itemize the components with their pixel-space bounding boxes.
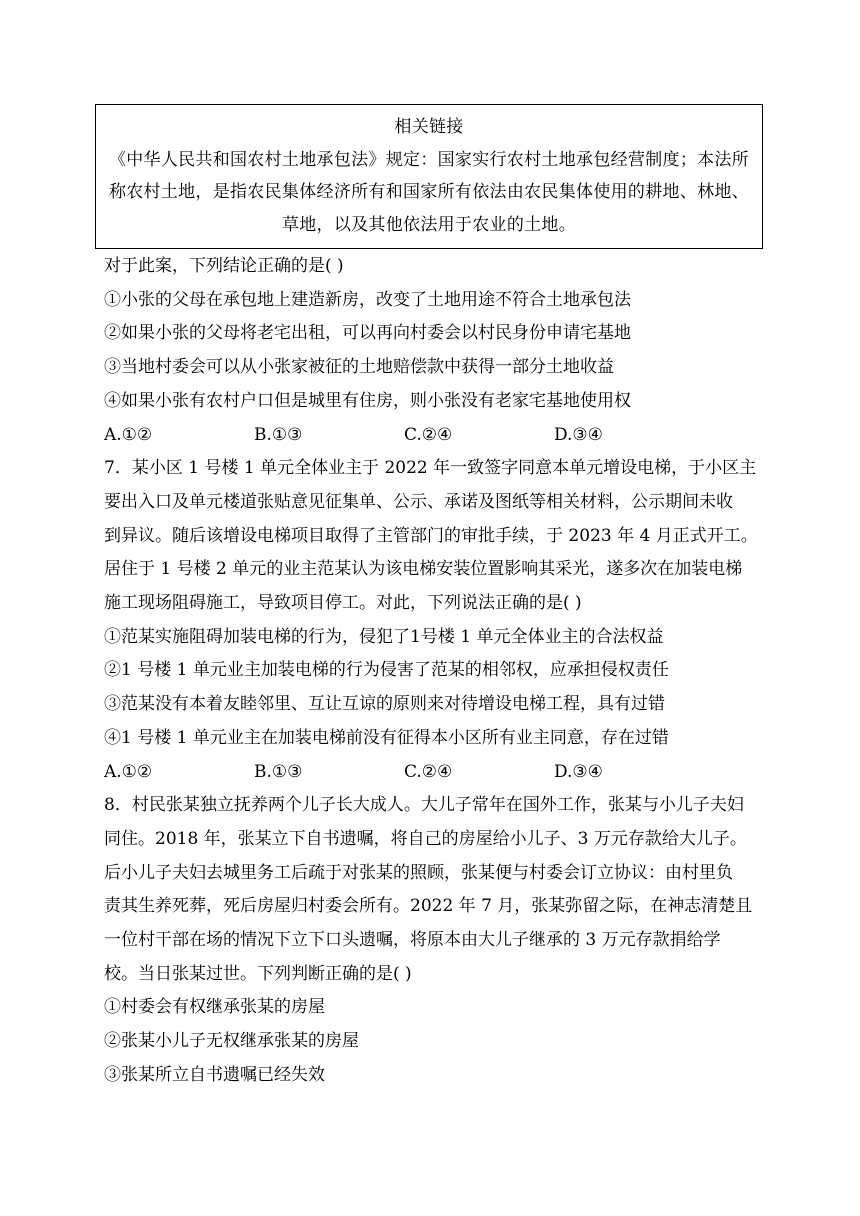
q8-item: ②张某小儿子无权继承张某的房屋	[104, 1031, 359, 1052]
q8-stem-line: 同住。2018 年，张某立下自书遗嘱，将自己的房屋给小儿子、3 万元存款给大儿子。	[104, 828, 747, 849]
q6-item: ①小张的父母在承包地上建造新房，改变了土地用途不符合土地承包法	[104, 289, 631, 310]
related-link-line: 《中华人民共和国农村土地承包法》规定：国家实行农村土地承包经营制度；本法所	[108, 149, 750, 170]
q6-stem: 对于此案，下列结论正确的是( )	[104, 256, 344, 276]
q7-option-d: D.③④	[554, 761, 603, 782]
q8-stem-line: 后小儿子夫妇去城里务工后疏于对张某的照顾，张某便与村委会订立协议：由村里负	[104, 862, 733, 883]
q8-item: ③张某所立自书遗嘱已经失效	[104, 1064, 325, 1085]
question-body	[104, 250, 764, 1093]
q8-stem-line: 责其生养死葬，死后房屋归村委会所有。2022 年 7 月，张某弥留之际，在神志清楚且	[104, 896, 753, 917]
q6-option-b: B.①③	[254, 424, 303, 445]
q6-option-a: A.①②	[104, 424, 153, 445]
q7-item: ④1 号楼 1 单元业主在加装电梯前没有征得本小区所有业主同意，存在过错	[104, 727, 669, 748]
q6-option-d: D.③④	[554, 424, 603, 445]
q7-stem-line: 7．某小区 1 号楼 1 单元全体业主于 2022 年一致签字同意本单元增设电梯，于小区主	[104, 458, 757, 479]
q8-item: ①村委会有权继承张某的房屋	[104, 997, 325, 1018]
related-link-title: 相关链接	[394, 117, 464, 137]
q6-item: ③当地村委会可以从小张家被征的土地赔偿款中获得一部分土地收益	[104, 357, 614, 378]
q7-option-b: B.①③	[254, 761, 303, 782]
related-link-line: 草地，以及其他依法用于农业的土地。	[281, 214, 577, 235]
related-link-line: 称农村土地，是指农民集体经济所有和国家所有依法由农民集体使用的耕地、林地、	[108, 182, 750, 202]
q7-item: ③范某没有本着友睦邻里、互让互谅的原则来对待增设电梯工程，具有过错	[104, 694, 665, 715]
q7-options	[104, 756, 764, 790]
q7-stem-line: 要出入口及单元楼道张贴意见征集单、公示、承诺及图纸等相关材料，公示期间未收	[104, 491, 733, 512]
q7-stem-line: 居住于 1 号楼 2 单元的业主范某认为该电梯安装位置影响其采光，遂多次在加装电梯	[104, 559, 743, 580]
q6-item: ②如果小张的父母将老宅出租，可以再向村委会以村民身份申请宅基地	[104, 323, 631, 344]
q7-item: ②1 号楼 1 单元业主加装电梯的行为侵害了范某的相邻权，应承担侵权责任	[104, 660, 669, 681]
q6-item: ④如果小张有农村户口但是城里有住房，则小张没有老家宅基地使用权	[104, 390, 631, 411]
q7-item: ①范某实施阻碍加装电梯的行为，侵犯了1号楼 1 单元全体业主的合法权益	[104, 626, 664, 647]
q6-option-c: C.②④	[404, 424, 453, 445]
related-link-box	[95, 104, 763, 249]
q7-option-a: A.①②	[104, 761, 153, 782]
q7-stem-line: 施工现场阻碍施工，导致项目停工。对此，下列说法正确的是( )	[104, 593, 582, 614]
q8-stem-line: 一位村干部在场的情况下立下口头遗嘱，将原本由大儿子继承的 3 万元存款捐给学	[104, 930, 721, 951]
q8-stem-line: 8．村民张某独立抚养两个儿子长大成人。大儿子常年在国外工作，张某与小儿子夫妇	[104, 795, 744, 816]
q7-stem-line: 到异议。随后该增设电梯项目取得了主管部门的审批手续，于 2023 年 4 月正式开工。	[104, 525, 758, 546]
q8-stem-line: 校。当日张某过世。下列判断正确的是( )	[104, 963, 412, 984]
q6-options	[104, 419, 764, 453]
q7-option-c: C.②④	[404, 761, 453, 782]
